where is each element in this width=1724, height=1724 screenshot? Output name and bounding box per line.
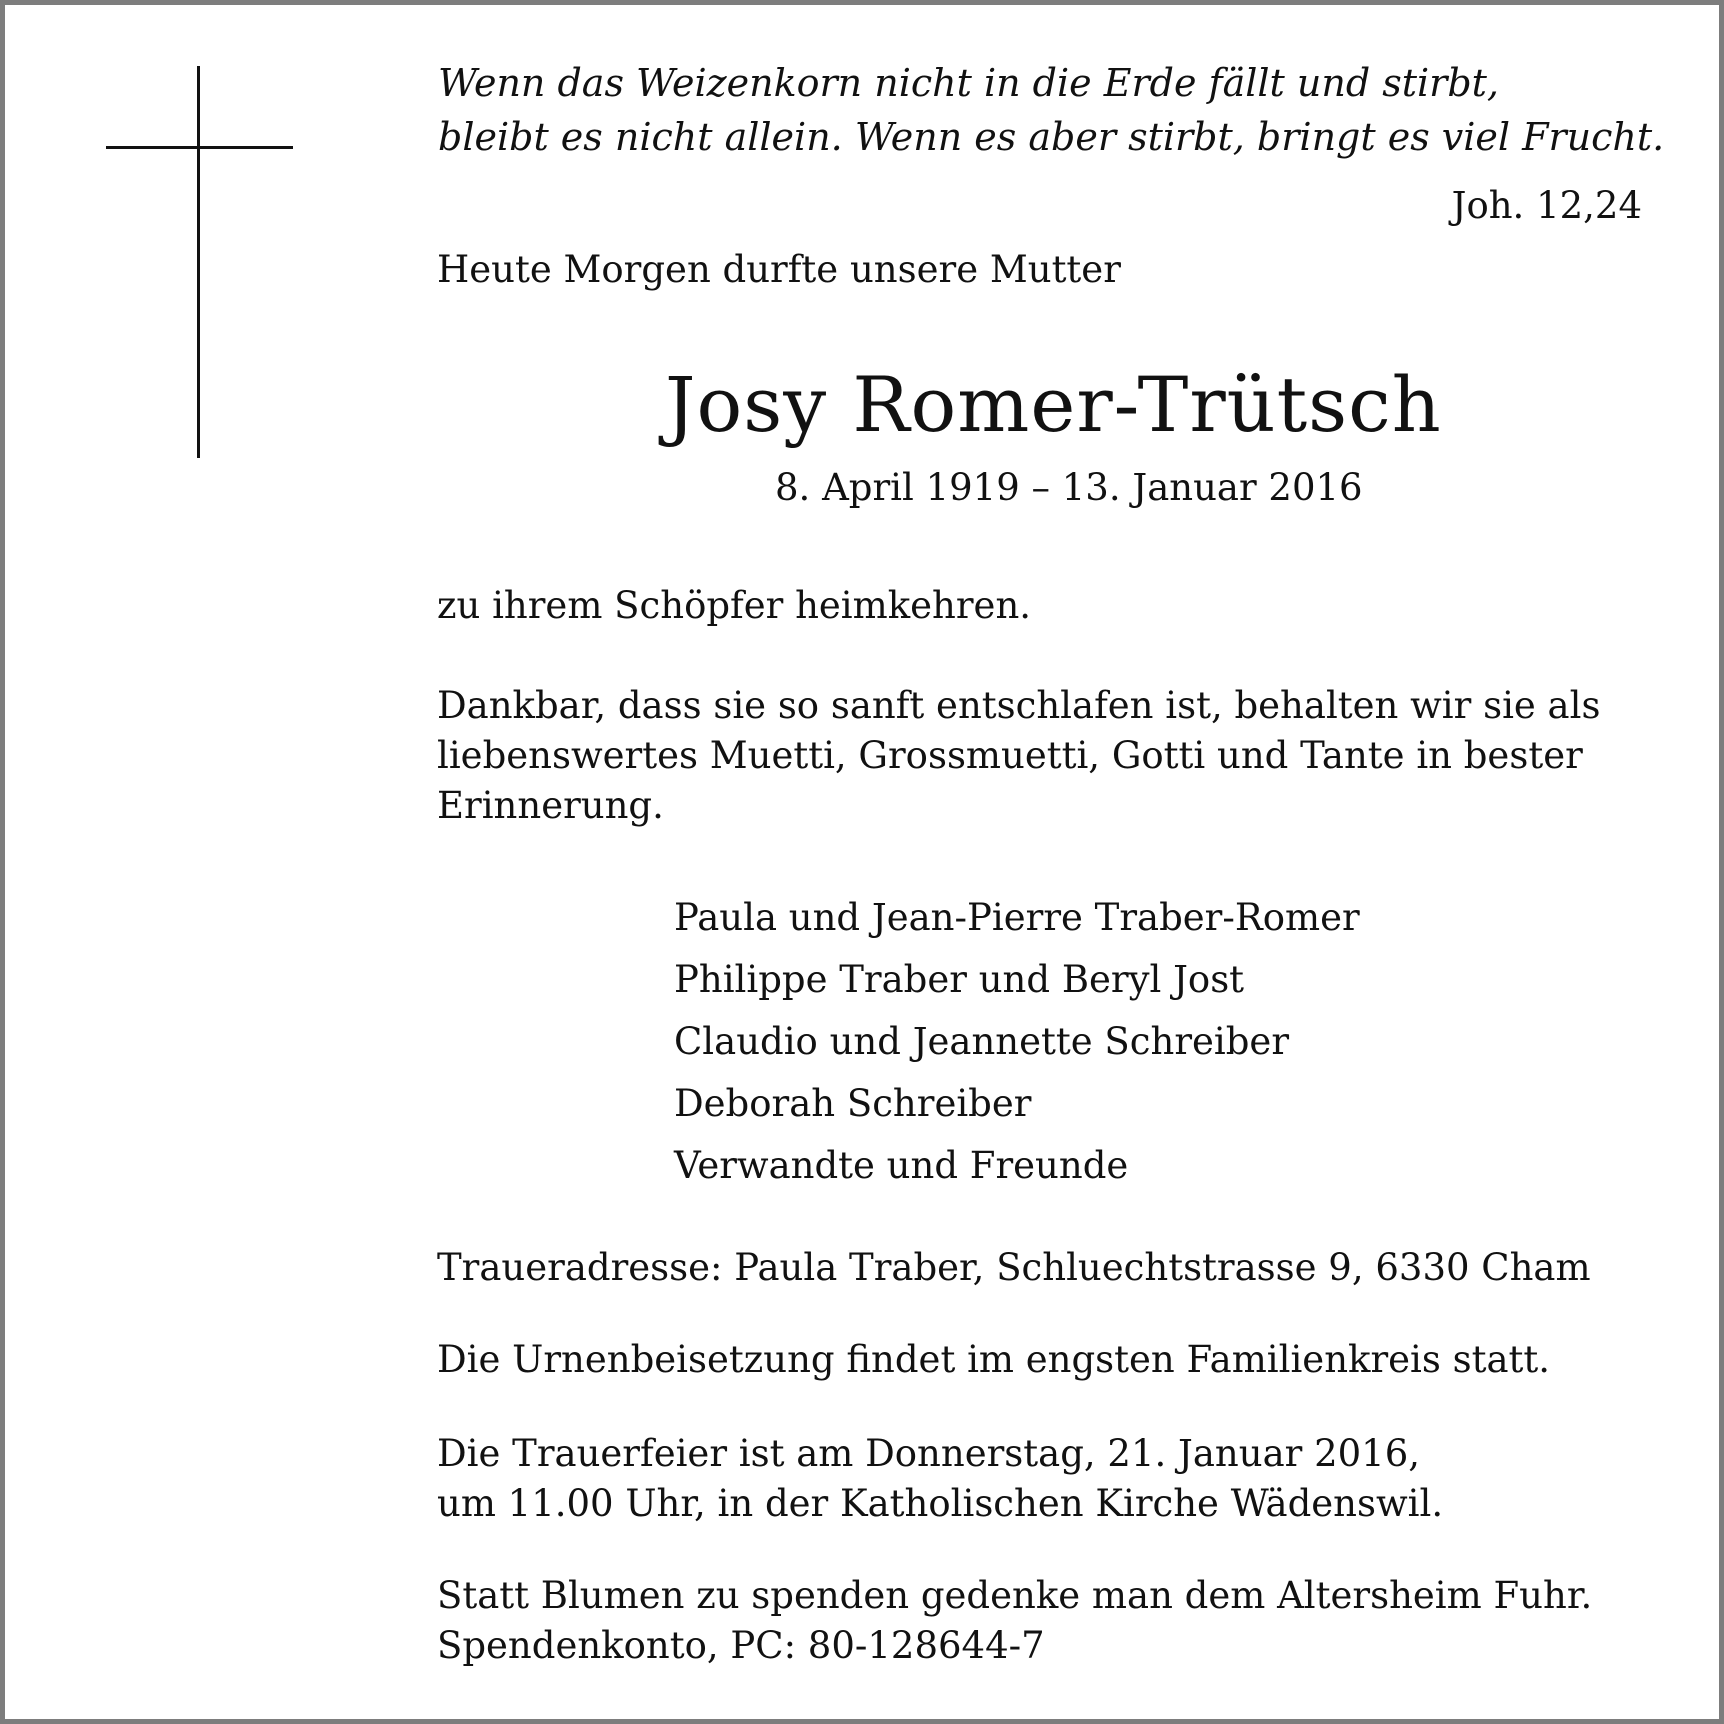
verse-reference: Joh. 12,24 [1451, 184, 1642, 227]
ceremony-line-1: Die Trauerfeier ist am Donnerstag, 21. Januar 2016, [437, 1432, 1421, 1475]
family-member: Verwandte und Freunde [674, 1144, 1129, 1187]
donation-line-2: Spendenkonto, PC: 80-128644-7 [437, 1624, 1045, 1667]
family-member: Deborah Schreiber [674, 1082, 1032, 1125]
ceremony-line-2: um 11.00 Uhr, in der Katholischen Kirche Wädenswil. [437, 1482, 1444, 1525]
verse-line-1: Wenn das Weizenkorn nicht in die Erde fällt und stirbt, [438, 61, 1500, 105]
gratitude-line-3: Erinnerung. [437, 784, 664, 827]
family-member: Paula und Jean-Pierre Traber-Romer [674, 896, 1360, 939]
gratitude-line-1: Dankbar, dass sie so sanft entschlafen ist, behalten wir sie als [437, 684, 1601, 727]
verse-line-2: bleibt es nicht allein. Wenn es aber stirbt, bringt es viel Frucht. [438, 115, 1665, 159]
cross-horizontal-bar [106, 146, 293, 149]
family-member: Philippe Traber und Beryl Jost [674, 958, 1245, 1001]
mourning-address: Traueradresse: Paula Traber, Schluechtstrasse 9, 6330 Cham [437, 1246, 1591, 1289]
cross-vertical-bar [197, 66, 200, 458]
family-member: Claudio und Jeannette Schreiber [674, 1020, 1290, 1063]
burial-notice: Die Urnenbeisetzung findet im engsten Familienkreis statt. [437, 1338, 1551, 1381]
donation-line-1: Statt Blumen zu spenden gedenke man dem Altersheim Fuhr. [437, 1574, 1593, 1617]
intro-text: Heute Morgen durfte unsere Mutter [437, 248, 1121, 291]
deceased-name: Josy Romer-Trütsch [665, 360, 1442, 449]
gratitude-line-2: liebenswertes Muetti, Grossmuetti, Gotti und Tante in bester [437, 734, 1583, 777]
homecoming-text: zu ihrem Schöpfer heimkehren. [437, 584, 1032, 627]
deceased-dates: 8. April 1919 – 13. Januar 2016 [775, 466, 1363, 509]
